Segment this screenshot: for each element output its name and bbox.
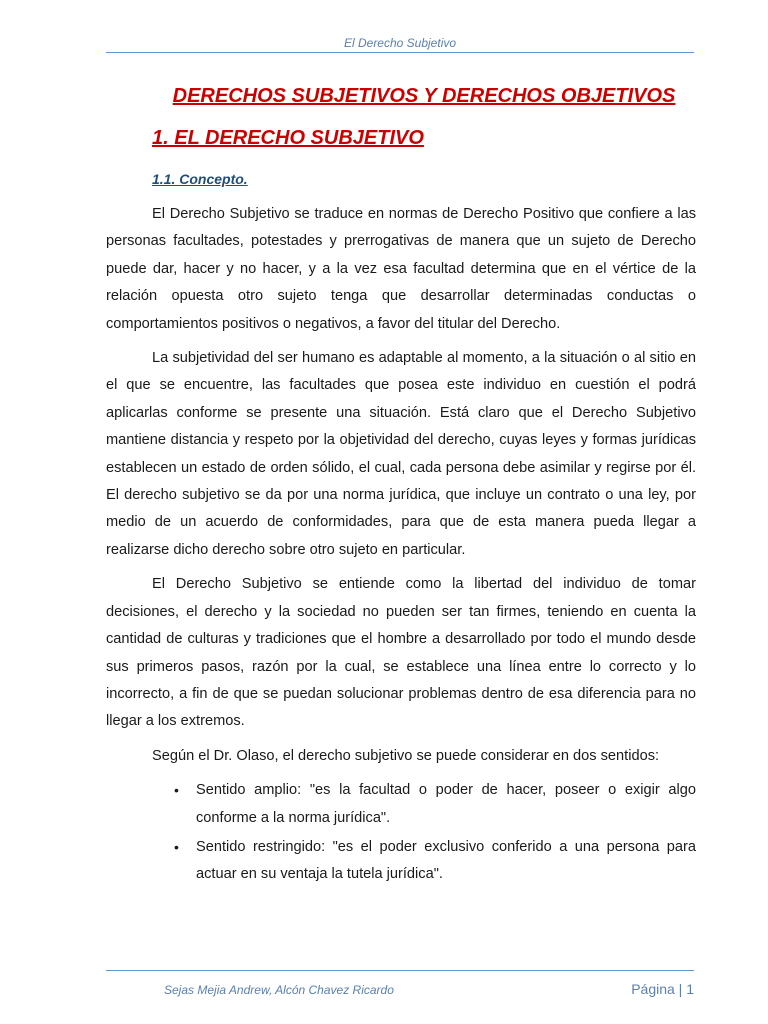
header-divider [106,52,694,53]
footer-divider [106,970,694,971]
bullet-icon: • [174,838,179,855]
footer-authors: Sejas Mejia Andrew, Alcón Chavez Ricardo [164,983,394,997]
page-number: Página | 1 [631,981,694,997]
list-item [106,777,696,832]
bullet-list [106,777,696,889]
bullet-icon: • [174,782,179,799]
running-header: El Derecho Subjetivo [343,36,457,50]
list-item [106,834,696,889]
paragraph: La subjetividad del ser humano es adaptable al momento, a la situación o al sitio en el que se encuentre, las facultades que posea este individuo en cuestión el podrá aplicarlas conforme se presente una situación. Está claro que el Derecho Subjetivo mantiene distancia y respeto por la objetividad del derecho, cuyas leyes y formas jurídicas establecen un estado de orden sólido, el cual, cada persona debe asimilar y regirse por él. El derecho subjetivo se da por una norma jurídica, que incluye un contrato o una ley, por medio de un acuerdo de conformidades, para que de esta manera pueda llegar a realizarse dicho derecho sobre otro sujeto en particular. [106,350,696,558]
list-item-text: Sentido amplio: "es la facultad o poder de hacer, poseer o exigir algo conforme a la norma jurídica". [196,782,696,826]
body-text [106,201,696,891]
section-heading: 1. EL DERECHO SUBJETIVO [152,127,424,149]
paragraph: El Derecho Subjetivo se entiende como la libertad del individuo de tomar decisiones, el derecho y la sociedad no pueden ser tan firmes, teniendo en cuenta la cantidad de culturas y tradiciones que el hombre a desarrollado por todo el mundo desde sus primeros pasos, razón por la cual, se establece una línea entre lo correcto y lo incorrecto, a fin de que se puedan solucionar problemas dentro de esa diferencia para no llegar a los extremos. [106,576,696,730]
paragraph: Según el Dr. Olaso, el derecho subjetivo se puede considerar en dos sentidos: [152,747,660,764]
main-heading: DERECHOS SUBJETIVOS Y DERECHOS OBJETIVOS [172,85,676,107]
paragraph: El Derecho Subjetivo se traduce en normas de Derecho Positivo que confiere a las personas facultades, potestades y prerrogativas de manera que un sujeto de Derecho puede dar, hacer y no hacer, y a la vez esa facultad determina que en el vértice de la relación opuesta otro sujeto tenga que desarrollar determinadas conductas o comportamientos positivos o negativos, a favor del titular del Derecho. [106,206,696,332]
subsection-heading: 1.1. Concepto. [152,171,248,187]
list-item-text: Sentido restringido: "es el poder exclusivo conferido a una persona para actuar en su ventaja la tutela jurídica". [196,838,696,883]
